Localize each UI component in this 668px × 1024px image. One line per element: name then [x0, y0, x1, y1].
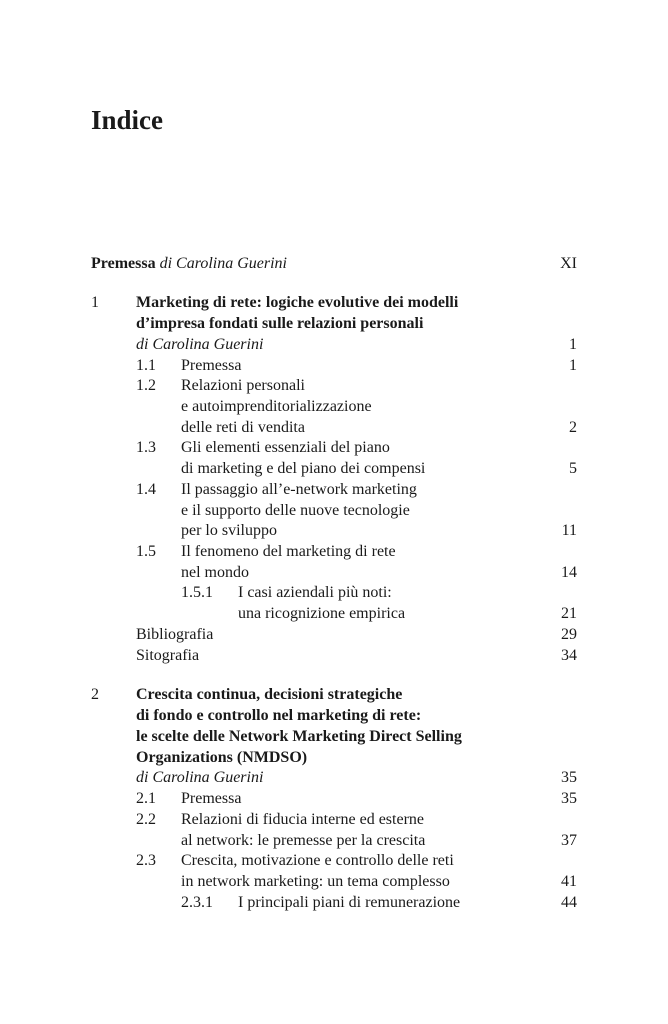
- toc-entry-title: [181, 500, 410, 521]
- toc-entry: [0, 726, 668, 747]
- toc-entry-title: [238, 892, 460, 913]
- toc-entry-title: [181, 437, 390, 458]
- toc-entry-title-text: una ricognizione empirica: [238, 605, 406, 622]
- toc-entry-page-number: 2: [569, 419, 577, 436]
- toc-entry-title: [136, 334, 263, 355]
- page-title: Indice: [91, 105, 164, 135]
- toc-entry-title-text: le scelte delle Network Marketing Direct Selling: [136, 728, 462, 745]
- toc-entry-page-number: 1: [569, 336, 577, 353]
- toc-entry-title: [181, 479, 417, 500]
- toc-entry: [0, 334, 668, 355]
- toc-entry-title: [181, 458, 425, 479]
- toc-entry-number: 1.3: [136, 439, 156, 456]
- toc-entry: [0, 396, 668, 417]
- toc-entry-title: [136, 292, 458, 313]
- toc-entry-page-number: 21: [561, 605, 577, 622]
- toc-entry-title-text: Premessa: [91, 255, 156, 272]
- toc-entry-title-text: Premessa: [181, 357, 242, 374]
- toc-entry-number: 1.5: [136, 543, 156, 560]
- toc-entry-title: [136, 313, 423, 334]
- toc-entry: [0, 458, 668, 479]
- toc-entry-title: [238, 582, 392, 603]
- toc-entry-author: di Carolina Guerini: [155, 255, 287, 272]
- toc-entry-title: [181, 417, 305, 438]
- toc-entry: [0, 747, 668, 768]
- toc-entry-title-text: I casi aziendali più noti:: [238, 584, 392, 601]
- toc-entry-title-text: Gli elementi essenziali del piano: [181, 439, 390, 456]
- toc-entry-number: 1.1: [136, 357, 156, 374]
- toc-entry: [0, 684, 668, 705]
- toc-entry: [0, 603, 668, 624]
- toc-entry-title: [181, 871, 450, 892]
- toc-entry-title-text: delle reti di vendita: [181, 419, 305, 436]
- toc-entry-title-text: Bibliografia: [136, 626, 214, 643]
- toc-entry-number: 2.3: [136, 852, 156, 869]
- toc-entry-title: [136, 645, 199, 666]
- toc-entry-number: 2.1: [136, 790, 156, 807]
- toc-entry: [0, 500, 668, 521]
- toc-entry-number: 1.5.1: [181, 584, 213, 601]
- toc-entry-page-number: 1: [569, 357, 577, 374]
- toc-entry-page-number: 35: [561, 790, 577, 807]
- toc-entry-title: [136, 684, 402, 705]
- toc-entry-number: 1.2: [136, 377, 156, 394]
- toc-entry-title: [181, 541, 396, 562]
- toc-entry: [0, 582, 668, 603]
- toc-entry-title-text: in network marketing: un tema complesso: [181, 873, 450, 890]
- toc-entry: [0, 871, 668, 892]
- toc-entry: [0, 292, 668, 313]
- toc-entry-page-number: 35: [561, 769, 577, 786]
- toc-entry: [0, 830, 668, 851]
- toc-entry-page-number: 41: [561, 873, 577, 890]
- toc-entry: [0, 479, 668, 500]
- toc-entry-author: di Carolina Guerini: [136, 336, 264, 353]
- toc-entry-author: di Carolina Guerini: [136, 769, 264, 786]
- toc-entry-title-text: al network: le premesse per la crescita: [181, 832, 426, 849]
- toc-entry-title: [136, 747, 307, 768]
- toc-entry-number: 2: [91, 686, 99, 703]
- toc-entry: [0, 355, 668, 376]
- toc-entry-title-text: I principali piani di remunerazione: [238, 894, 461, 911]
- toc-entry-page-number: 34: [561, 647, 577, 664]
- toc-entry: [0, 313, 668, 334]
- toc-entry-title-text: Relazioni personali: [181, 377, 305, 394]
- toc-entry-page-number: XI: [560, 255, 577, 272]
- toc-entry-title: [181, 375, 305, 396]
- toc-entry-title: [181, 809, 424, 830]
- toc-entry-title-text: Crescita continua, decisioni strategiche: [136, 686, 403, 703]
- toc-entry-title-text: Organizations (NMDSO): [136, 749, 308, 766]
- toc-entry-number: 2.3.1: [181, 894, 213, 911]
- toc-entry-number: 2.2: [136, 811, 156, 828]
- toc-entry-title: [181, 520, 277, 541]
- toc-entry-number: 1.4: [136, 481, 156, 498]
- toc-entry: [0, 253, 668, 274]
- toc-entry-title-text: e il supporto delle nuove tecnologie: [181, 502, 410, 519]
- toc-entry-title-text: Marketing di rete: logiche evolutive dei modelli: [136, 294, 459, 311]
- toc-entry-title: [136, 705, 421, 726]
- toc-entry-title-text: Premessa: [181, 790, 242, 807]
- toc-entry-page-number: 5: [569, 460, 577, 477]
- toc-entry-title-text: nel mondo: [181, 564, 249, 581]
- toc-entry-title-text: d’impresa fondati sulle relazioni personali: [136, 315, 424, 332]
- toc-entry-title-text: Sitografia: [136, 647, 200, 664]
- toc-entry-title: [136, 624, 213, 645]
- toc-entry-page-number: 11: [561, 522, 577, 539]
- toc-entry-title: [238, 603, 405, 624]
- toc-entry: [0, 520, 668, 541]
- toc-entry-title: [136, 726, 462, 747]
- toc-entry-title-text: Il passaggio all’e-network marketing: [181, 481, 417, 498]
- toc-entry: [0, 788, 668, 809]
- toc-entry: [0, 562, 668, 583]
- toc-entry-title: [181, 850, 454, 871]
- toc-entry-title: [181, 830, 425, 851]
- toc-entry: [0, 541, 668, 562]
- toc-entry-title: [136, 767, 263, 788]
- toc-entry-title-text: e autoimprenditorializzazione: [181, 398, 372, 415]
- toc-entry-title: [91, 253, 287, 274]
- toc-entry-title-text: per lo sviluppo: [181, 522, 277, 539]
- toc-entry: [0, 624, 668, 645]
- toc-entry-title: [181, 355, 241, 376]
- toc-entry: [0, 850, 668, 871]
- toc-entry: [0, 809, 668, 830]
- toc-entry-page-number: 44: [561, 894, 577, 911]
- toc-entry-title: [181, 562, 249, 583]
- toc-entry: [0, 705, 668, 726]
- toc-entry-title: [181, 396, 372, 417]
- toc-entry: [0, 417, 668, 438]
- toc-entry-page-number: 37: [561, 832, 577, 849]
- toc-entry-title-text: Il fenomeno del marketing di rete: [181, 543, 396, 560]
- toc-entry-title-text: di fondo e controllo nel marketing di rete:: [136, 707, 422, 724]
- toc-entry: [0, 645, 668, 666]
- toc-entry-title: [181, 788, 241, 809]
- toc-entry-title-text: Crescita, motivazione e controllo delle reti: [181, 852, 454, 869]
- toc-entry-page-number: 14: [561, 564, 577, 581]
- toc-entry: [0, 437, 668, 458]
- toc-entry: [0, 767, 668, 788]
- toc-entry: [0, 892, 668, 913]
- toc-entry-title-text: di marketing e del piano dei compensi: [181, 460, 426, 477]
- toc-entry: [0, 375, 668, 396]
- toc-entry-page-number: 29: [561, 626, 577, 643]
- toc-entry-number: 1: [91, 294, 99, 311]
- toc-entry-title-text: Relazioni di fiducia interne ed esterne: [181, 811, 425, 828]
